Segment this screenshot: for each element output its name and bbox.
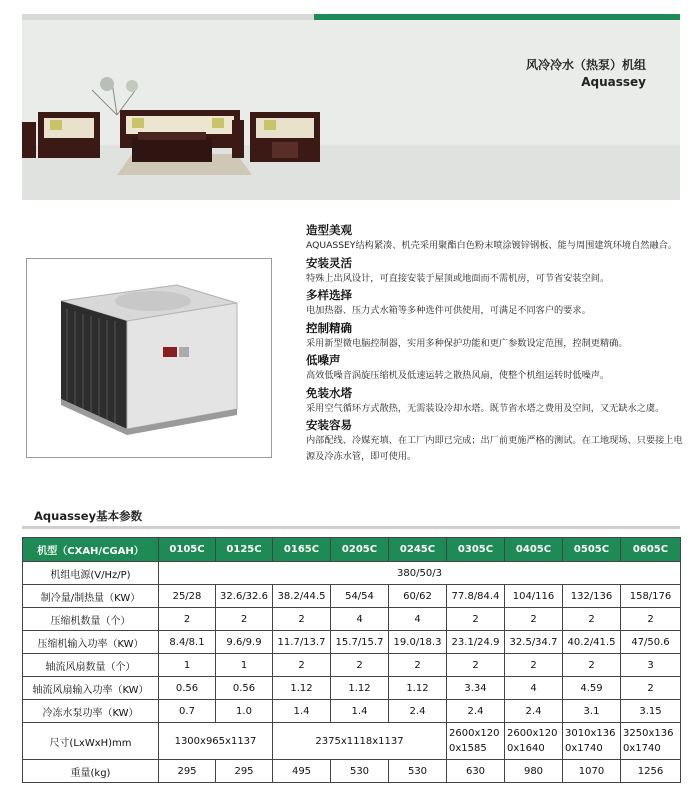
header-cell: 0105C (159, 538, 216, 562)
table-cell: 2 (621, 677, 681, 700)
table-row (23, 677, 681, 700)
table-cell: 1300x965x1137 (159, 723, 273, 760)
header-cell: 0205C (331, 538, 389, 562)
table-cell: 0.7 (159, 700, 216, 723)
table-cell: 38.2/44.5 (273, 585, 331, 608)
table-cell: 1.12 (331, 677, 389, 700)
feature-title: 控制精确 (306, 320, 352, 335)
table-cell: 1.4 (331, 700, 389, 723)
table-row-size (23, 723, 681, 760)
table-row (23, 608, 681, 631)
table-cell: 1 (159, 654, 216, 677)
table-cell: 8.4/8.1 (159, 631, 216, 654)
table-cell: 4 (505, 677, 563, 700)
row-label: 尺寸(LxWxH)mm (23, 723, 159, 760)
feature-item (306, 386, 686, 417)
table-cell: 2 (273, 654, 331, 677)
header-cell: 0505C (563, 538, 621, 562)
table-cell: 2 (389, 654, 447, 677)
feature-item (306, 418, 686, 464)
header-cell: 0305C (447, 538, 505, 562)
table-cell: 19.0/18.3 (389, 631, 447, 654)
row-label: 重量(kg) (23, 760, 159, 783)
table-cell: 980 (505, 760, 563, 783)
feature-desc: 采用空气循环方式散热，无需装设冷却水塔。既节省水塔之费用及空间，又无缺水之虞。 (306, 402, 665, 414)
feature-item (306, 288, 686, 319)
table-cell: 1.4 (273, 700, 331, 723)
feature-title: 安装灵活 (306, 255, 352, 270)
table-cell: 2.4 (447, 700, 505, 723)
feature-desc: 特殊上出风设计，可直接安装于屋顶或地面而不需机房，可节省安装空间。 (306, 272, 610, 284)
table-cell: 0.56 (216, 677, 273, 700)
table-cell: 2 (159, 608, 216, 631)
size-line: 2600x120 (449, 728, 500, 739)
hero-banner (22, 20, 680, 200)
row-label: 轴流风扇输入功率（KW） (23, 677, 159, 700)
table-cell: 3.15 (621, 700, 681, 723)
table-cell: 60/62 (389, 585, 447, 608)
header-cell: 0245C (389, 538, 447, 562)
table-cell: 1256 (621, 760, 681, 783)
table-cell: 1 (216, 654, 273, 677)
row-label: 压缩机输入功率（KW） (23, 631, 159, 654)
chiller-unit-image (27, 259, 271, 457)
row-label: 制冷量/制热量（KW） (23, 585, 159, 608)
table-cell: 0.56 (159, 677, 216, 700)
table-cell: 2 (505, 654, 563, 677)
table-cell (447, 723, 505, 760)
row-label: 压缩机数量（个） (23, 608, 159, 631)
feature-title: 造型美观 (306, 223, 352, 237)
feature-list (306, 223, 686, 466)
table-row (23, 631, 681, 654)
table-cell: 3 (621, 654, 681, 677)
table-cell: 32.5/34.7 (505, 631, 563, 654)
table-cell: 1.0 (216, 700, 273, 723)
header-cell: 0405C (505, 538, 563, 562)
table-row (23, 654, 681, 677)
table-cell: 2 (505, 608, 563, 631)
hero-title-cn: 风冷冷水（热泵）机组 (525, 58, 646, 72)
table-cell: 47/50.6 (621, 631, 681, 654)
table-cell: 530 (389, 760, 447, 783)
size-line: 3250x136 (623, 728, 674, 739)
table-row (23, 562, 681, 585)
feature-title: 多样选择 (306, 288, 352, 302)
table-cell: 3.1 (563, 700, 621, 723)
table-cell: 2 (331, 654, 389, 677)
table-cell: 2 (273, 608, 331, 631)
table-cell: 23.1/24.9 (447, 631, 505, 654)
table-cell: 3.34 (447, 677, 505, 700)
row-label: 轴流风扇数量（个） (23, 654, 159, 677)
table-cell: 2375x1118x1137 (273, 723, 447, 760)
table-cell: 77.8/84.4 (447, 585, 505, 608)
table-cell: 158/176 (621, 585, 681, 608)
table-cell: 25/28 (159, 585, 216, 608)
table-cell: 530 (331, 760, 389, 783)
size-line: 2600x120 (507, 728, 558, 739)
size-line: 0x1640 (507, 743, 545, 754)
table-row (23, 760, 681, 783)
table-cell: 2 (447, 608, 505, 631)
table-cell: 2 (563, 654, 621, 677)
table-cell: 54/54 (331, 585, 389, 608)
feature-item (306, 353, 686, 384)
table-cell: 380/50/3 (159, 562, 681, 585)
table-cell: 4.59 (563, 677, 621, 700)
table-cell: 32.6/32.6 (216, 585, 273, 608)
table-cell: 295 (216, 760, 273, 783)
product-image-frame (26, 258, 272, 458)
table-cell: 2 (563, 608, 621, 631)
section-divider (22, 526, 680, 529)
hero-title-en: Aquassey (581, 75, 646, 89)
feature-desc: 电加热器、压力式水箱等多种选件可供使用，可满足不同客户的要求。 (306, 305, 591, 316)
table-cell: 40.2/41.5 (563, 631, 621, 654)
table-cell (563, 723, 621, 760)
table-cell: 4 (331, 608, 389, 631)
feature-item (306, 321, 686, 352)
header-cell: 机型（CXAH/CGAH） (23, 538, 159, 562)
header-cell: 0165C (273, 538, 331, 562)
feature-desc: 高效低噪音涡旋压缩机及低速运转之散热风扇，使整个机组运转时低噪声。 (306, 370, 610, 381)
feature-title: 安装容易 (306, 418, 352, 432)
section-title: Aquassey基本参数 (34, 509, 143, 523)
table-cell: 9.6/9.9 (216, 631, 273, 654)
table-cell (505, 723, 563, 760)
table-cell: 2 (621, 608, 681, 631)
table-cell: 104/116 (505, 585, 563, 608)
table-cell: 2 (447, 654, 505, 677)
table-cell (621, 723, 681, 760)
header-cell: 0125C (216, 538, 273, 562)
table-cell: 495 (273, 760, 331, 783)
table-cell: 132/136 (563, 585, 621, 608)
table-cell: 2.4 (389, 700, 447, 723)
size-line: 0x1740 (623, 743, 661, 754)
feature-title: 免装水塔 (306, 385, 352, 400)
size-line: 0x1585 (449, 743, 487, 754)
row-label: 机组电源(V/Hz/P) (23, 562, 159, 585)
size-line: 0x1740 (565, 743, 603, 754)
table-cell: 11.7/13.7 (273, 631, 331, 654)
table-cell: 1.12 (273, 677, 331, 700)
feature-item (306, 223, 686, 254)
spec-table (22, 537, 681, 783)
table-cell: 295 (159, 760, 216, 783)
table-header-row (23, 538, 681, 562)
table-row (23, 700, 681, 723)
table-cell: 630 (447, 760, 505, 783)
table-row (23, 585, 681, 608)
feature-desc: 内部配线、冷媒充填、在工厂内即已完成；出厂前更施严格的测试。在工地现场、只要接上电源及冷冻水管，即可使用。 (306, 435, 683, 462)
table-cell: 1.12 (389, 677, 447, 700)
table-cell: 15.7/15.7 (331, 631, 389, 654)
feature-desc: 采用新型微电脑控制器，实用多种保护功能和更广参数设定范围，控制更精确。 (306, 337, 628, 349)
table-cell: 4 (389, 608, 447, 631)
feature-desc: AQUASSEY结构紧凑、机壳采用聚酯白色粉末喷涂镀锌钢板、能与周围建筑环境自然融合。 (306, 240, 678, 251)
hero-title (526, 56, 646, 89)
feature-item (306, 256, 686, 287)
table-cell: 2.4 (505, 700, 563, 723)
table-cell: 1070 (563, 760, 621, 783)
feature-title: 低噪声 (306, 353, 341, 367)
living-room-illustration (22, 20, 680, 200)
header-cell: 0605C (621, 538, 681, 562)
size-line: 3010x136 (565, 728, 616, 739)
table-cell: 2 (216, 608, 273, 631)
row-label: 冷冻水泵功率（KW） (23, 700, 159, 723)
